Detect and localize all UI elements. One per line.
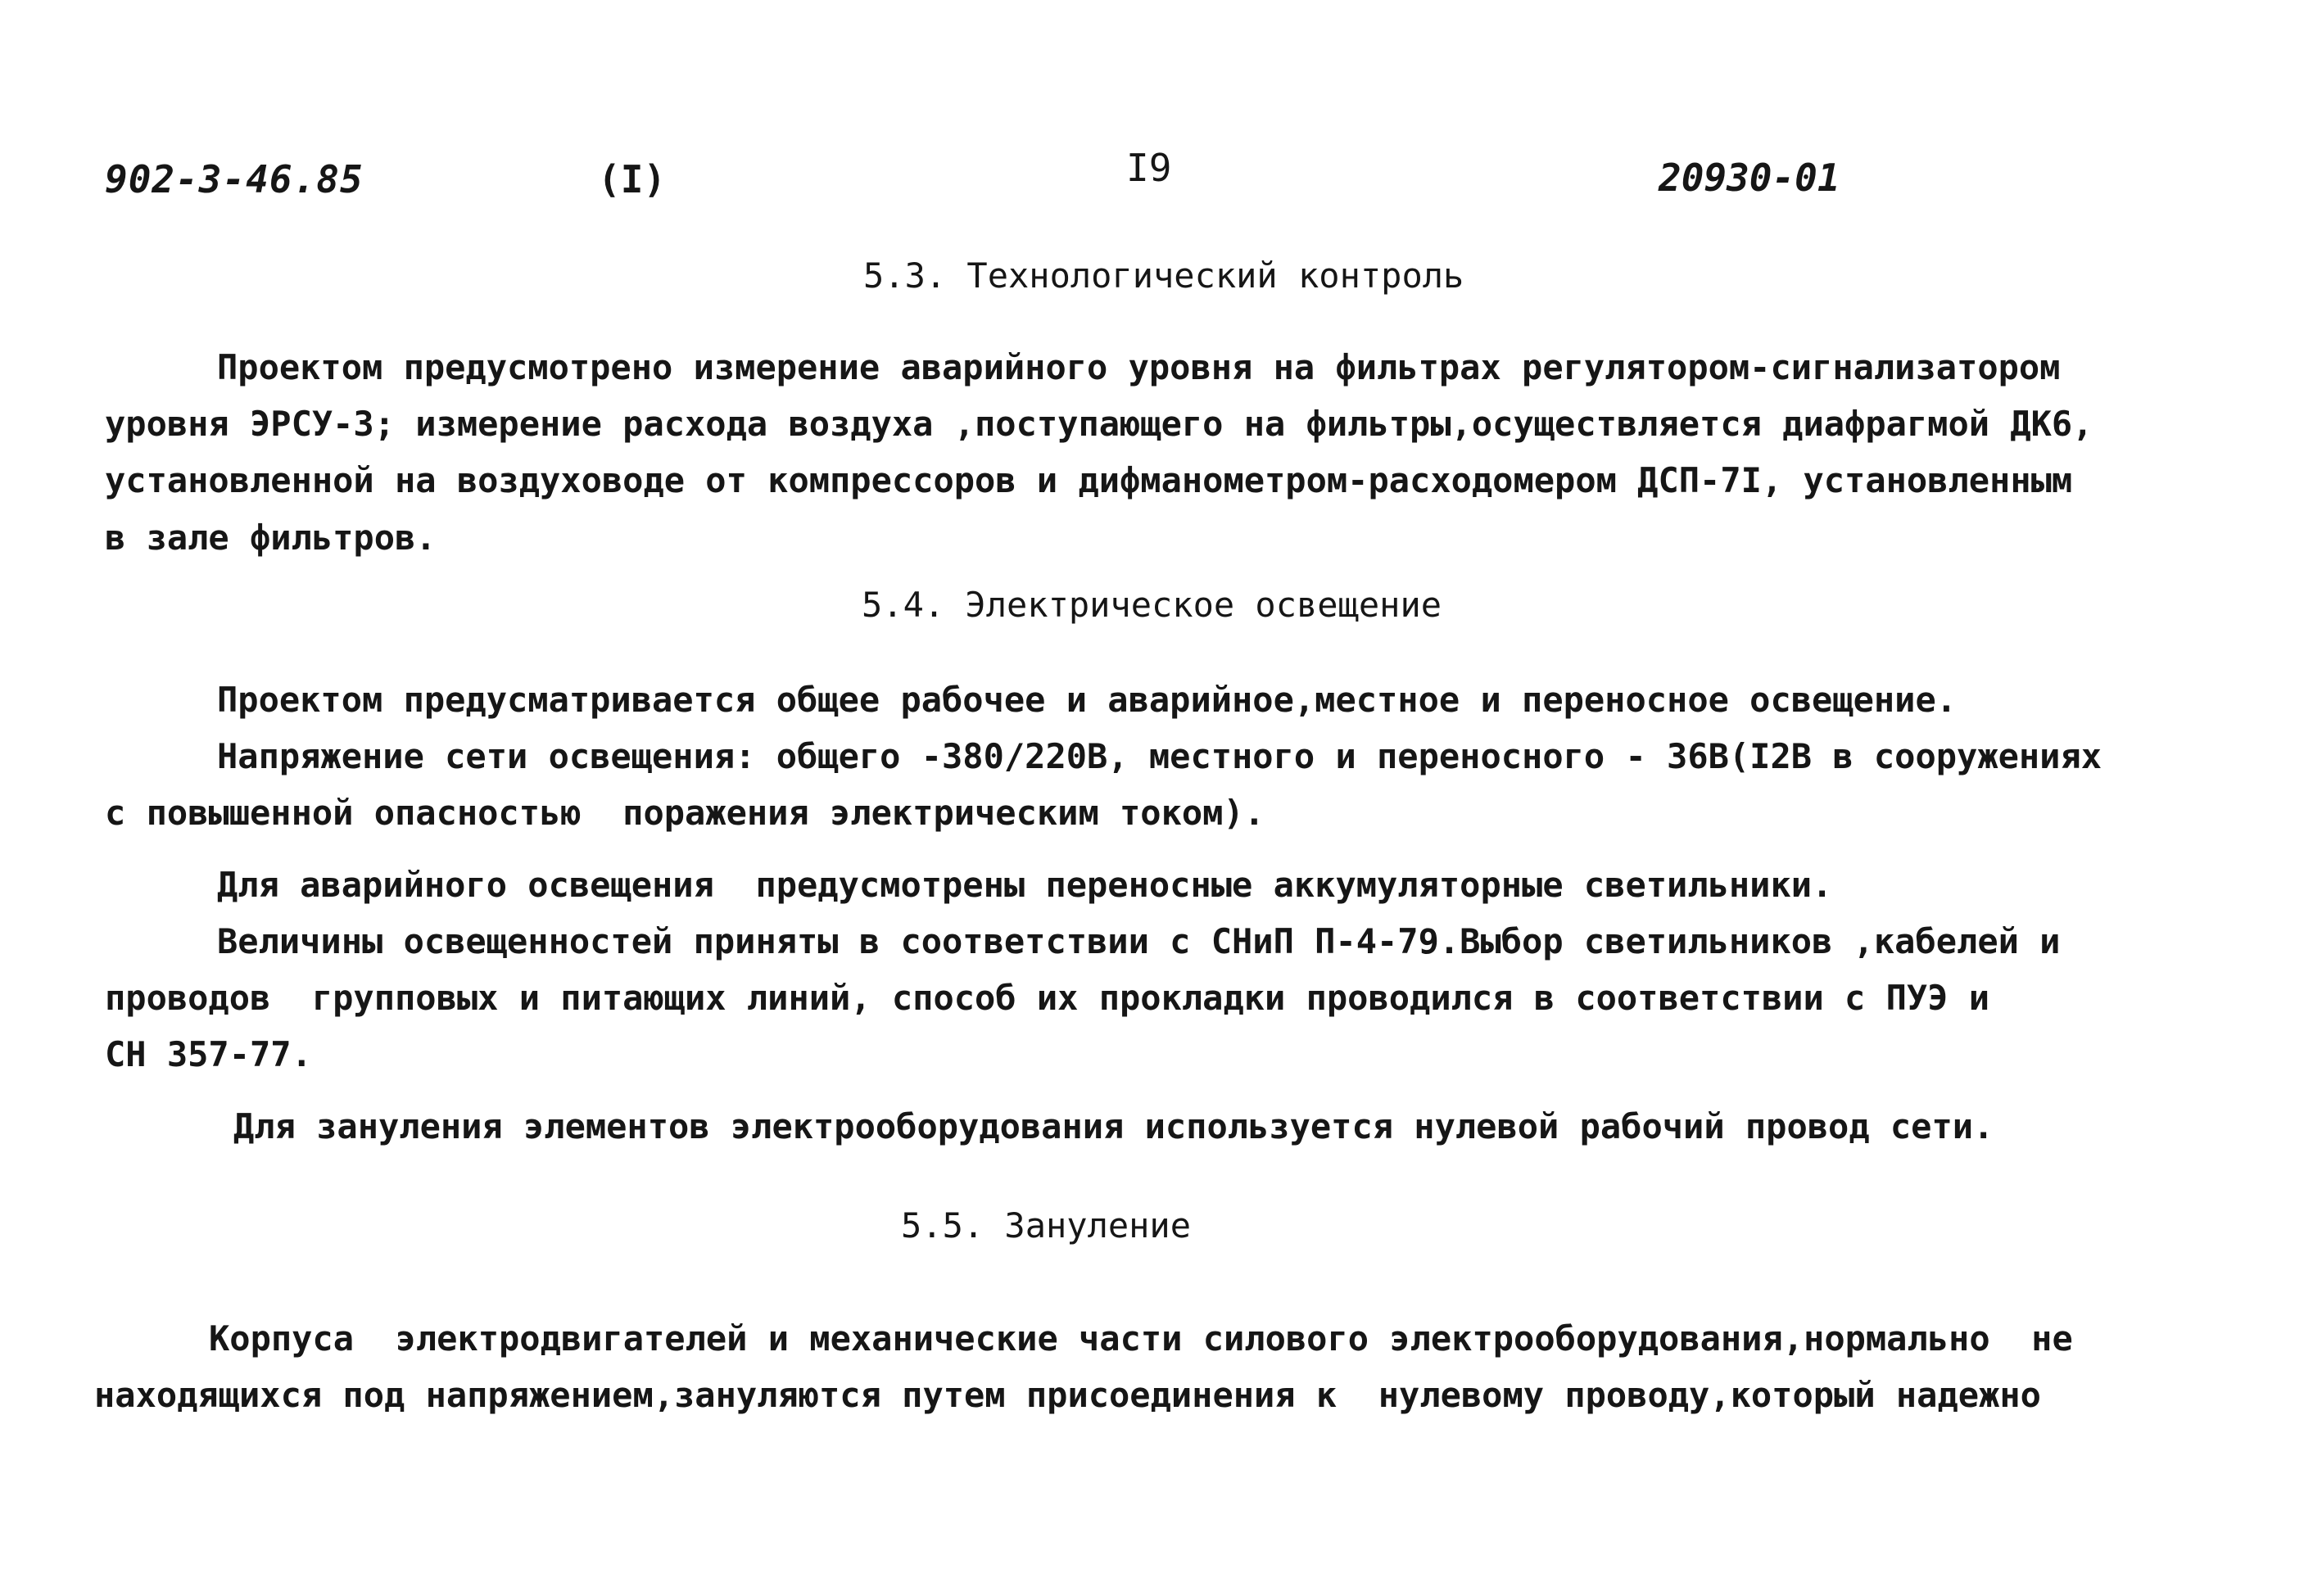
- document-code: 902-3-46.85: [105, 157, 364, 201]
- sheet-number: (I): [598, 157, 667, 201]
- section-heading-5-4: 5.4. Электрическое освещение: [862, 585, 1442, 625]
- paragraph-line: Корпуса электродвигателей и механические части силового электрооборудования,нормально не: [209, 1318, 2073, 1359]
- paragraph-line: Для зануления элементов электрооборудования используется нулевой рабочий провод сети.: [233, 1106, 1994, 1146]
- page-number: I9: [1126, 146, 1172, 190]
- paragraph-line: с повышенной опасностью поражения электрическим током).: [105, 793, 1265, 833]
- section-heading-5-5: 5.5. Зануление: [901, 1205, 1192, 1246]
- paragraph-line: проводов групповых и питающих линий, способ их прокладки проводился в соответствии с ПУЭ и: [105, 978, 1990, 1018]
- paragraph-line: СН 357-77.: [105, 1034, 312, 1074]
- paragraph-line: установленной на воздуховоде от компрессоров и дифманометром-расходомером ДСП-7I, установленным: [105, 460, 2073, 500]
- paragraph-line: Величины освещенностей приняты в соответствии с СНиП П-4-79.Выбор светильников ,кабелей и: [217, 921, 2061, 961]
- paragraph-line: Проектом предусмотрено измерение аварийного уровня на фильтрах регулятором-сигнализатором: [217, 347, 2061, 387]
- paragraph-line: Для аварийного освещения предусмотрены переносные аккумуляторные светильники.: [217, 865, 1833, 905]
- paragraph-line: Напряжение сети освещения: общего -380/220В, местного и переносного - 36В(I2В в сооружениях: [217, 736, 2102, 776]
- section-heading-5-3: 5.3. Технологический контроль: [863, 255, 1464, 296]
- paragraph-line: уровня ЭРСУ-3; измерение расхода воздуха ,поступающего на фильтры,осуществляется диафрагмой ДК6,: [105, 404, 2093, 444]
- registration-number: 20930-01: [1659, 156, 1840, 200]
- paragraph-line: Проектом предусматривается общее рабочее и аварийное,местное и переносное освещение.: [217, 680, 1958, 720]
- paragraph-line: в зале фильтров.: [105, 518, 437, 558]
- paragraph-line: находящихся под напряжением,зануляются путем присоединения к нулевому проводу,который надежно: [94, 1375, 2041, 1415]
